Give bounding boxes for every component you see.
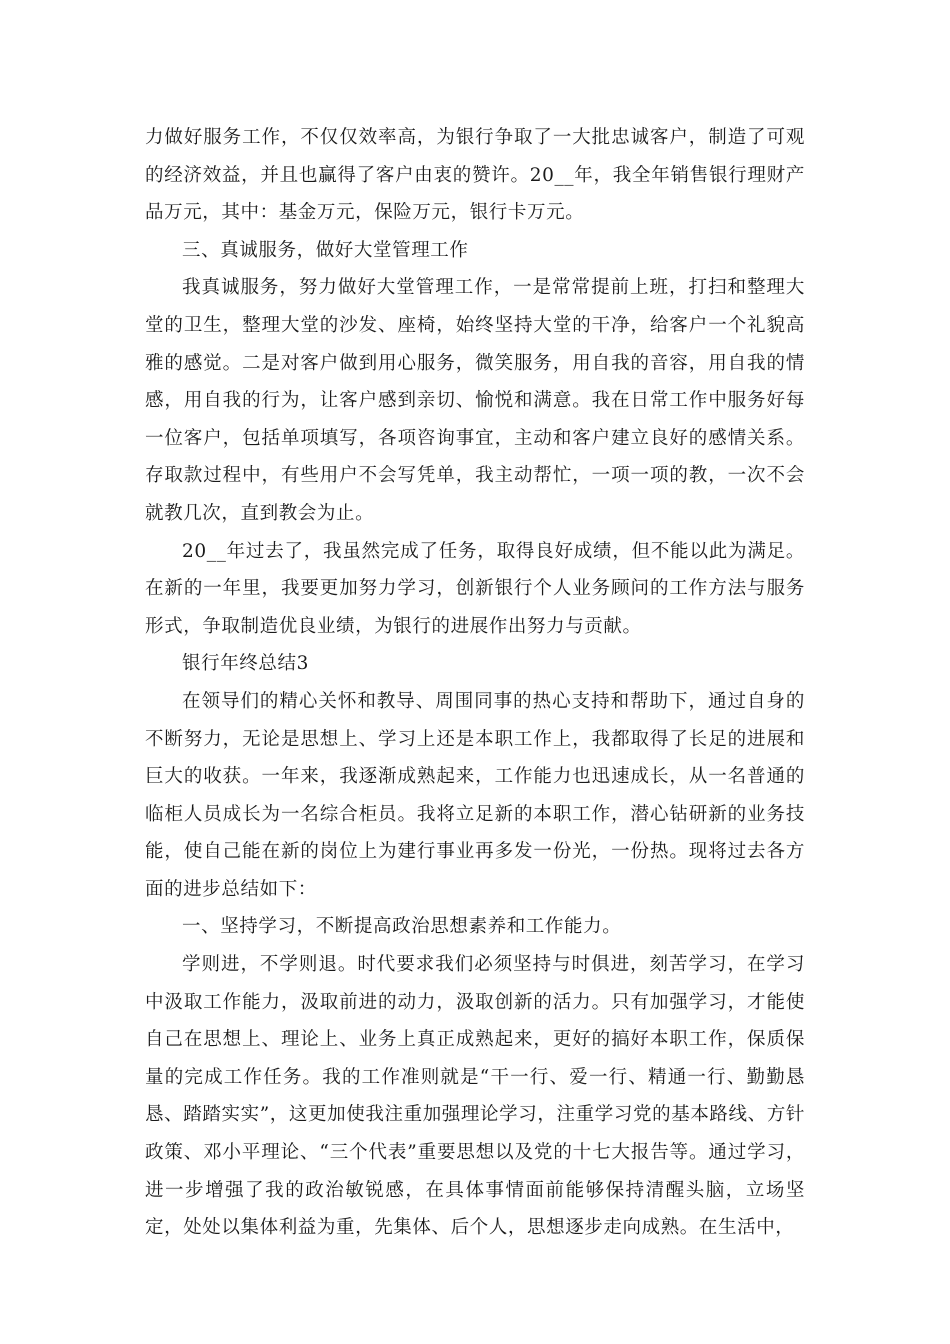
section-heading-1: 一、坚持学习，不断提高政治思想素养和工作能力。 [182,916,622,938]
paragraph-2: 我真诚服务，努力做好大堂管理工作，一是常常提前上班，打扫和整理大堂的卫生，整理大堂的沙发、座椅，始终坚持大堂的干净，给客户一个礼貌高雅的感觉。二是对客户做到用心服务，微笑服务，用自我的音容，用自我的情感，用自我的行为，让客户感到亲切、愉悦和满意。我在日常工作中服务好每一位客户，包括单项填写，各项咨询事宜，主动和客户建立良好的感情关系。存取款过程中，有些用户不会写凭单，我主动帮忙，一项一项的教，一次不会就教几次，直到教会为止。 [145,277,805,524]
document-body [145,119,805,1247]
paragraph-3: 20__年过去了，我虽然完成了任务，取得良好成绩，但不能以此为满足。在新的一年里，我要更加努力学习，创新银行个人业务顾问的工作方法与服务形式，争取制造优良业绩，为银行的进展作出努力与贡献。 [145,540,805,637]
paragraph-5: 学则进，不学则退。时代要求我们必须坚持与时俱进，刻苦学习，在学习中汲取工作能力，汲取前进的动力，汲取创新的活力。只有加强学习，才能使自己在思想上、理论上、业务上真正成熟起来，更好的搞好本职工作，保质保量的完成工作任务。我的工作准则就是“干一行、爱一行、精通一行、勤勤恳恳、踏踏实实”，这更加使我注重加强理论学习，注重学习党的基本路线、方针政策、邓小平理论、“三个代表”重要思想以及党的十七大报告等。通过学习，进一步增强了我的政治敏锐感，在具体事情面前能够保持清醒头脑，立场坚定，处处以集体利益为重，先集体、后个人，思想逐步走向成熟。在生活中， [145,954,805,1239]
paragraph-1: 力做好服务工作，不仅仅效率高，为银行争取了一大批忠诚客户，制造了可观的经济效益，并且也赢得了客户由衷的赞许。20__年，我全年销售银行理财产品万元，其中：基金万元，保险万元，银行卡万元。 [145,127,805,224]
document-subtitle: 银行年终总结3 [182,653,309,675]
paragraph-4: 在领导们的精心关怀和教导、周围同事的热心支持和帮助下，通过自身的不断努力，无论是思想上、学习上还是本职工作上，我都取得了长足的进展和巨大的收获。一年来，我逐渐成熟起来，工作能力也迅速成长，从一名普通的临柜人员成长为一名综合柜员。我将立足新的本职工作，潜心钻研新的业务技能，使自己能在新的岗位上为建行事业再多发一份光，一份热。现将过去各方面的进步总结如下： [145,690,805,900]
section-heading-3: 三、真诚服务，做好大堂管理工作 [182,239,469,261]
